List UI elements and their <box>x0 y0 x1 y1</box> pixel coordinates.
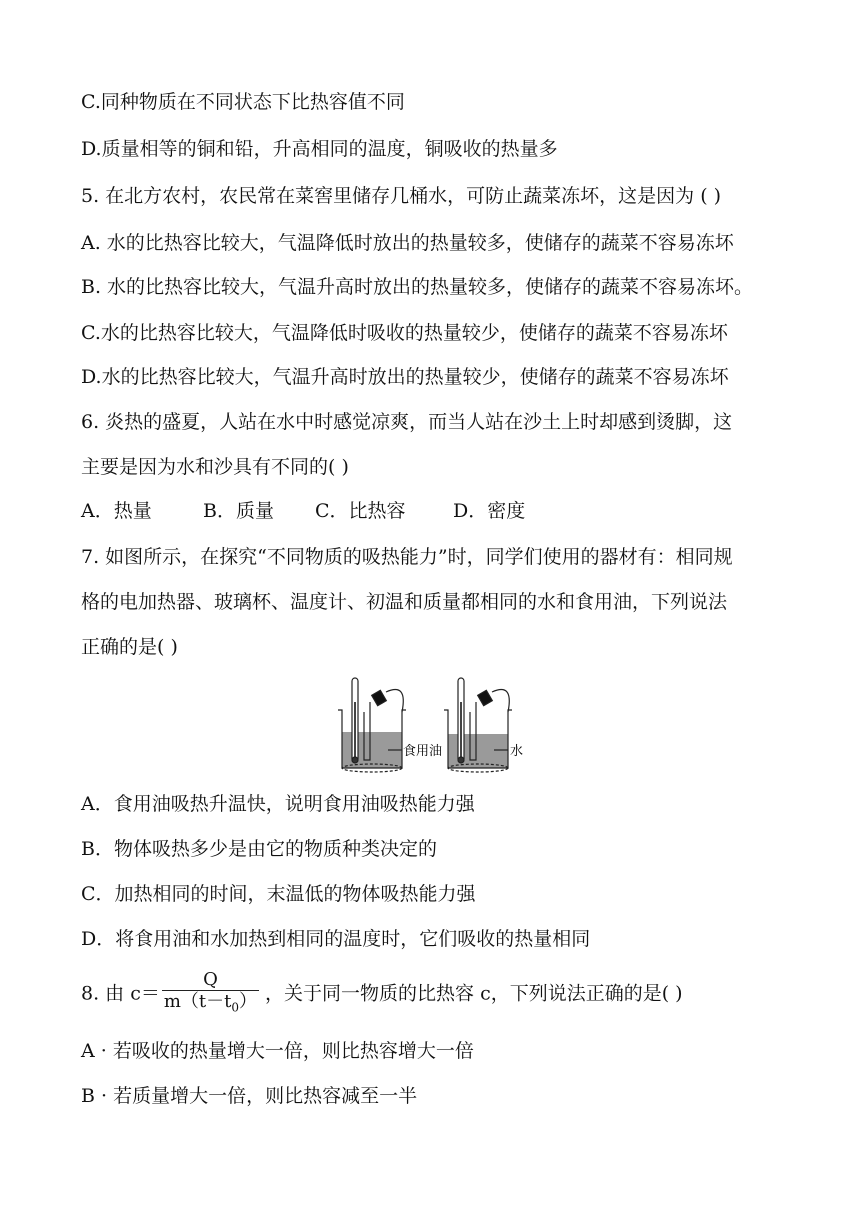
q6-option-a: A．热量 <box>81 500 152 522</box>
label-water: 水 <box>510 744 524 759</box>
question-7-stem-line1: 7. 如图所示，在探究“不同物质的吸热能力”时，同学们使用的器材有：相同规 <box>81 546 733 568</box>
q5-option-c: C.水的比热容比较大，气温降低时吸收的热量较少，使储存的蔬菜不容易冻坏 <box>81 322 728 344</box>
q8-option-b: B · 若质量增大一倍，则比热容减至一半 <box>81 1085 418 1107</box>
line-d-option-q4: D.质量相等的铜和铅，升高相同的温度，铜吸收的热量多 <box>81 138 558 160</box>
q5-option-a: A. 水的比热容比较大，气温降低时放出的热量较多，使储存的蔬菜不容易冻坏 <box>81 232 734 254</box>
q6-option-c: C．比热容 <box>315 500 406 522</box>
question-5-stem: 5. 在北方农村，农民常在菜窖里储存几桶水，可防止蔬菜冻坏，这是因为 ( ) <box>81 185 722 207</box>
q6-option-d: D．密度 <box>453 500 526 522</box>
question-6-stem-line2: 主要是因为水和沙具有不同的( ) <box>81 456 349 478</box>
beaker-water <box>444 678 512 772</box>
beakers-figure <box>330 672 530 774</box>
question-6-stem-line1: 6. 炎热的盛夏，人站在水中时感觉凉爽，而当人站在沙土上时却感到烫脚，这 <box>81 411 733 433</box>
q5-option-b: B. 水的比热容比较大，气温升高时放出的热量较多，使储存的蔬菜不容易冻坏。 <box>81 276 754 298</box>
line-c-option-q4: C.同种物质在不同状态下比热容值不同 <box>81 91 405 113</box>
q7-option-c: C．加热相同的时间，末温低的物体吸热能力强 <box>81 883 476 905</box>
q8-option-a: A · 若吸收的热量增大一倍，则比热容增大一倍 <box>81 1040 474 1062</box>
specific-heat-formula <box>162 970 259 1019</box>
label-oil: 食用油 <box>403 744 443 759</box>
formula-denominator: $m(t-t_0)$ <box>163 991 258 1015</box>
q7-option-d: D．将食用油和水加热到相同的温度时，它们吸收的热量相同 <box>81 928 591 950</box>
question-8-stem <box>81 970 683 1019</box>
q6-option-b: B．质量 <box>203 500 274 522</box>
beaker-oil <box>338 678 406 772</box>
q8-prefix: 8. 由 c＝ <box>81 982 160 1005</box>
q8-suffix: ，关于同一物质的比热容 c，下列说法正确的是( ) <box>265 982 683 1005</box>
question-7-stem-line3: 正确的是( ) <box>81 636 178 658</box>
q6-options-row <box>81 498 525 524</box>
formula-numerator: Q <box>203 969 218 990</box>
q7-option-a: A．食用油吸热升温快，说明食用油吸热能力强 <box>81 793 475 815</box>
q5-option-d: D.水的比热容比较大，气温升高时放出的热量较少，使储存的蔬菜不容易冻坏 <box>81 366 729 388</box>
question-7-stem-line2: 格的电加热器、玻璃杯、温度计、初温和质量都相同的水和食用油，下列说法 <box>81 591 728 613</box>
q7-option-b: B．物体吸热多少是由它的物质种类决定的 <box>81 838 437 860</box>
